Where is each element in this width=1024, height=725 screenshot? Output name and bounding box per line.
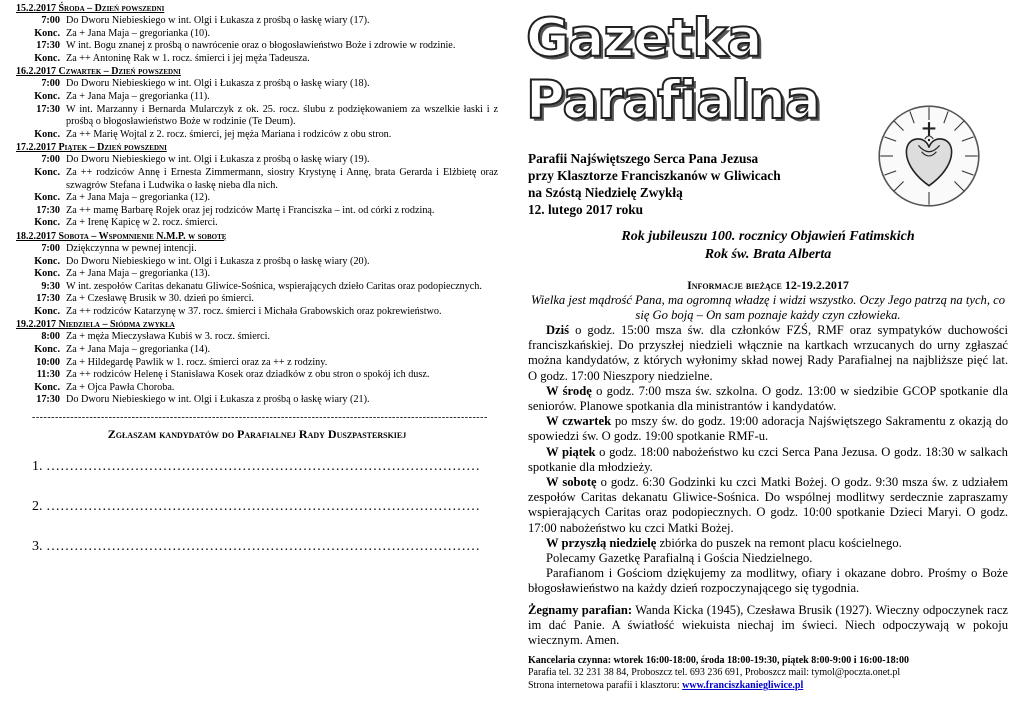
mass-intention: Za ++ mamę Barbarę Rojek oraz jej rodziców Martę i Franciszka – int. od córki z rodziną. (66, 204, 435, 216)
mass-intention: Za + Jana Maja – gregorianka (14). (66, 344, 211, 356)
mass-intention: Za + Jana Maja – gregorianka (12). (66, 192, 211, 204)
farewell (528, 603, 1008, 649)
day-date: 18.2.2017 (16, 230, 56, 242)
mass-intention: Za ++ rodziców Annę i Ernesta Zimmermann, siostry Krystynę i Annę, brata Gerarda i Elżbietę oraz szwagrów Stefana i Ludwika o łaskę nieba dla nich. (66, 166, 498, 191)
website-link[interactable]: www.franciszkaniegliwice.pl (682, 680, 804, 692)
mass-time: 17:30 (36, 394, 60, 406)
announcement-item (528, 551, 1008, 566)
mass-row (16, 394, 498, 407)
announcement-text: po mszy św. do godz. 19:00 adoracja Najświętszego Sakramentu z okazją do spowiedzi św. O godz. 19:00 spotkanie RMF-u. (528, 414, 1008, 444)
mass-time: 17:30 (36, 204, 60, 216)
announcement-text: o godz. 18:00 nabożeństwo ku czci Serca Pana Jezusa. O godz. 18:30 w salkach spotkanie dla młodzieży. (528, 444, 1008, 474)
mass-row (16, 167, 498, 192)
day-date: 17.2.2017 (16, 142, 56, 154)
announcement-item (528, 566, 1008, 596)
mass-intention: Za + Ojca Pawła Choroba. (66, 381, 175, 393)
mass-row (16, 53, 498, 66)
day-name: Piątek – Dzień powszedni (58, 142, 167, 154)
parish-info (528, 150, 858, 218)
mass-intention: Dziękczynna w pewnej intencji. (66, 242, 197, 254)
mass-row (16, 382, 498, 395)
announcement-lead: W przyszłą niedzielę (546, 535, 657, 550)
mass-time: 7:00 (41, 78, 60, 90)
newsletter-main (528, 8, 1008, 693)
mass-intention: Za + Jana Maja – gregorianka (11). (66, 90, 210, 102)
candidate-entry-line[interactable]: 3. ………………………………………………………………………………… (32, 539, 480, 555)
day-header (16, 318, 498, 331)
jubilee-line: Rok św. Brata Alberta (704, 247, 832, 262)
mass-time: 7:00 (41, 242, 60, 254)
mass-intention: Za + Czesławę Brusik w 30. dzień po śmierci. (66, 293, 254, 305)
mass-time: Konc. (34, 192, 60, 204)
mass-row (16, 331, 498, 344)
announcement-text: zbiórka do puszek na remont placu kościelnego. (656, 535, 902, 550)
day-header (16, 141, 498, 154)
announcement-item (528, 475, 1008, 536)
separator-line: ----------------------------------------------------------------------------------------------------------------------- (32, 413, 488, 424)
announcement-text: Parafianom i Gościom dziękujemy za modlitwy, ofiary i okazane dobro. Prośmy o Boże błogosławieństwo na każdy dzień rozpoczynającego się tygodnia. (528, 566, 1008, 596)
mass-row (16, 243, 498, 256)
scripture-quote: Wielka jest mądrość Pana, ma ogromną władzę i widzi wszystko. Oczy Jego patrzą na tych, co się Go boją – On sam poznaje każdy czyn człowieka. (530, 293, 1006, 322)
office-web (528, 680, 1008, 693)
mass-row (16, 104, 498, 129)
mass-row (16, 344, 498, 357)
mass-time: 8:00 (41, 331, 60, 343)
office-web-label: Strona internetowa parafii i klasztoru: (528, 680, 683, 692)
sacred-heart-icon (876, 103, 982, 209)
mass-time: Konc. (34, 52, 60, 64)
mass-time: Konc. (34, 381, 60, 393)
mass-intention: W int. Bogu znanej z prośbą o nawrócenie oraz o błogosławieństwo Boże i zdrowie w rodzinie. (66, 40, 456, 52)
mass-intention: Do Dworu Niebieskiego w int. Olgi i Łukasza z prośbą o łaskę wiary (17). (66, 15, 370, 26)
mass-row (16, 91, 498, 104)
mass-intention: Do Dworu Niebieskiego w int. Olgi i Łukasza z prośbą o łaskę wiary (19). (66, 154, 370, 166)
mass-time: Konc. (34, 90, 60, 102)
day-name: Czwartek – Dzień powszedni (58, 66, 181, 78)
mass-time: 17:30 (36, 293, 60, 305)
mass-row (16, 129, 498, 142)
mass-time: 10:00 (36, 356, 60, 368)
parish-info-line: na Szóstą Niedzielę Zwykłą (528, 185, 683, 200)
announcement-item (528, 323, 1008, 384)
mass-time: 7:00 (41, 15, 60, 26)
farewell-text: Wanda Kicka (1945), Czesława Brusik (1927). Wieczny odpoczynek racz im dać Panie. A światłość wiekuista niechaj im świeci. Niech odpoczywają w pokoju wiecznym. Amen. (528, 602, 1008, 648)
mass-intention: Za ++ rodziców Helenę i Stanisława Kosek oraz dziadków z obu stron o spokój ich dusz. (66, 369, 430, 381)
mass-intention: Do Dworu Niebieskiego w int. Olgi i Łukasza z prośbą o łaskę wiary (20). (66, 255, 370, 267)
mass-intention: W int. zespołów Caritas dekanatu Gliwice-Sośnica, wspierających dzieło Caritas oraz podopiecznych. (66, 280, 482, 292)
office-phones: Parafia tel. 32 231 38 84, Proboszcz tel. 693 236 691, Proboszcz mail: tymol@poczta.onet.pl (528, 667, 901, 679)
mass-row (16, 306, 498, 319)
jubilee-line: Rok jubileuszu 100. rocznicy Objawień Fatimskich (621, 229, 915, 244)
mass-schedule (16, 2, 498, 556)
mass-row (16, 154, 498, 167)
announcement-item (528, 384, 1008, 414)
announcement-item (528, 414, 1008, 444)
announcement-text: Polecamy Gazetkę Parafialną i Gościa Niedzielnego. (546, 551, 813, 566)
mass-time: Konc. (34, 128, 60, 140)
announcements (528, 323, 1008, 597)
mass-intention: Za ++ Antoninę Rak w 1. rocz. śmierci i jej męża Tadeusza. (66, 52, 310, 64)
mass-intention: Za + Irenę Kapicę w 2. rocz. śmierci. (66, 217, 218, 229)
mass-row (16, 205, 498, 218)
mass-time: Konc. (34, 268, 60, 280)
mass-intention: Za + Jana Maja – gregorianka (10). (66, 27, 211, 39)
mass-time: Konc. (34, 27, 60, 39)
jubilee-banner (528, 228, 1008, 264)
announcement-lead: W czwartek (546, 414, 612, 429)
day-name: Sobota – Wspomnienie N.M.P. w sobotę (58, 230, 227, 242)
office-info (528, 655, 1008, 693)
mass-time: Konc. (34, 344, 60, 356)
mass-time: 9:30 (41, 280, 60, 292)
day-header (16, 230, 498, 243)
masthead-title: Gazetka Parafialna (526, 8, 820, 131)
mass-time: Konc. (34, 255, 60, 267)
mass-row (16, 15, 498, 28)
announcement-text: o godz. 7:00 msza św. szkolna. O godz. 13:00 w siedzibie GCOP spotkanie dla seniorów. Planowe spotkania dla ministrantów i kandydatów. (528, 383, 1008, 414)
mass-intention: Za + męża Mieczysława Kubiś w 3. rocz. śmierci. (66, 331, 271, 343)
day-name: Środa – Dzień powszedni (58, 3, 165, 14)
mass-time: 7:00 (41, 154, 60, 166)
announcement-lead: W środę (546, 383, 592, 398)
parish-info-line: Parafii Najświętszego Serca Pana Jezusa (528, 151, 759, 166)
mass-time: Konc. (34, 305, 60, 317)
mass-row (16, 293, 498, 306)
day-date: 19.2.2017 (16, 319, 56, 331)
mass-row (16, 40, 498, 53)
mass-row (16, 256, 498, 269)
mass-row (16, 28, 498, 41)
mass-time: 17:30 (36, 40, 60, 52)
mass-row (16, 217, 498, 230)
info-title: Informacje bieżące 12-19.2.2017 (687, 278, 849, 292)
mass-intention: Za ++ Marię Wojtal z 2. rocz. śmierci, jej męża Mariana i rodziców z obu stron. (66, 128, 392, 140)
mass-intention: Za + Hildegardę Pawlik w 1. rocz. śmierci oraz za ++ z rodziny. (66, 356, 328, 368)
parish-info-line: 12. lutego 2017 roku (528, 202, 644, 217)
day-name: Niedziela – Siódma zwykła (58, 319, 175, 331)
mass-time: 17:30 (36, 103, 60, 115)
mass-intention: Za ++ rodziców Katarzynę w 37. rocz. śmierci i Michała Grabowskich oraz pokrewieństwo. (66, 305, 442, 317)
announcement-text: o godz. 15:00 msza św. dla członków FZŚ, RMF oraz sympatyków duchowości franciszkańskiej. Do przyszłej niedzieli włącznie na kartkach wrzucanych do urny zgłaszać można kandydatów, z których wyłonimy skład nowej Rady Parafialnej na najbliższe pięć lat. O godz. 17:00 Nieszpory niedzielne. (528, 323, 1008, 383)
farewell-lead: Żegnamy parafian: (528, 602, 633, 617)
announcement-lead: W piątek (546, 444, 596, 459)
announcement-lead: Dziś (546, 323, 570, 337)
mass-intention: Do Dworu Niebieskiego w int. Olgi i Łukasza z prośbą o łaskę wiary (21). (66, 394, 370, 406)
candidate-entry-line[interactable]: 2. ………………………………………………………………………………… (32, 499, 480, 515)
mass-intention: W int. Marzanny i Bernarda Mularczyk z ok. 25. rocz. ślubu z podziękowaniem za wszelkie łaski i z prośbą o błogosławieństwo Boże w rodzinie (Te Deum). (66, 103, 498, 128)
office-hours: Kancelaria czynna: wtorek 16:00-18:00, środa 18:00-19:30, piątek 8:00-9:00 i 16:00-18:00 (528, 654, 909, 666)
candidate-entry-line[interactable]: 1. ………………………………………………………………………………… (32, 459, 480, 475)
mass-row (16, 369, 498, 382)
mass-row (16, 281, 498, 294)
candidates-title: Zgłaszam kandydatów do Parafialnej Rady Duszpasterskiej (107, 427, 407, 442)
mass-time: 11:30 (36, 369, 60, 381)
day-date: 16.2.2017 (16, 66, 56, 78)
parish-info-line: przy Klasztorze Franciszkanów w Gliwicach (528, 168, 781, 183)
announcement-item (528, 445, 1008, 475)
mass-row (16, 357, 498, 370)
mass-row (16, 268, 498, 281)
mass-intention: Za + Jana Maja – gregorianka (13). (66, 268, 211, 280)
mass-row (16, 78, 498, 91)
mass-time: Konc. (34, 217, 60, 229)
announcement-lead: W sobotę (546, 475, 597, 490)
day-date: 15.2.2017 (16, 3, 56, 14)
announcement-item (528, 536, 1008, 551)
mass-row (16, 192, 498, 205)
mass-intention: Do Dworu Niebieskiego w int. Olgi i Łukasza z prośbą o łaskę wiary (18). (66, 78, 370, 90)
announcement-text: o godz. 6:30 Godzinki ku czci Matki Bożej. O godz. 9:30 msza św. z udziałem zespołów Caritas dekanatu Gliwice-Sośnica. Do wspólnej modlitwy serdecznie zapraszamy wspierających Caritas oraz podopiecznych. O godz. 10:00 spotkanie Dzieci Maryi. O godz. 17:00 nabożeństwo ku czci Matki Bożej. (528, 475, 1008, 535)
day-header (16, 2, 498, 15)
mass-time: Konc. (34, 166, 60, 178)
day-header (16, 65, 498, 78)
